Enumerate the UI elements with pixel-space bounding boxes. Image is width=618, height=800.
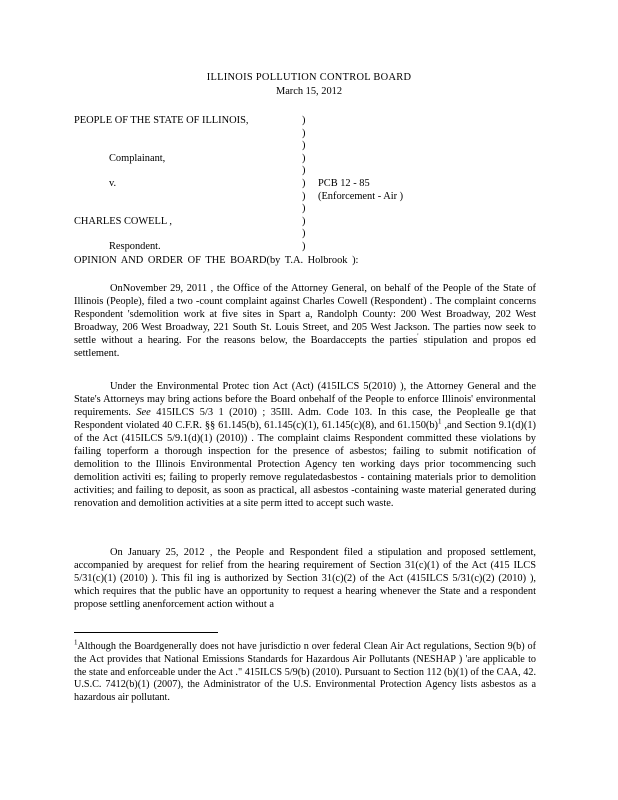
case-caption	[74, 114, 554, 253]
opinion-heading: OPINION AND ORDER OF THE BOARD(by T.A. Holbrook ):	[74, 255, 359, 266]
complainant-role: Complainant,	[109, 152, 166, 164]
caption-paren: )	[302, 127, 306, 139]
caption-paren: )	[302, 140, 306, 152]
footnote-mark: 1	[74, 638, 78, 647]
respondent-name: CHARLES COWELL ,	[74, 215, 173, 227]
case-number: PCB 12 - 85	[318, 177, 370, 189]
see-signal: See	[136, 407, 151, 418]
caption-paren: )	[302, 165, 306, 177]
complainant-name: PEOPLE OF THE STATE OF ILLINOIS,	[74, 115, 249, 126]
paragraph-2-text-c: ,and Section 9.1(d)(1) of the Act (415ILCS 5/9.1(d)(1) (2010)) . The complaint claims Respondent committed these violations by failing toperform a thorough inspection for the presence of asbestos; failing to submit notification of demolition to the Illinois Environmental Protection Agency ten working days prior tocommencing such demolition activiti es; failing to properly remove regulatedasbestos - containing materials prior to demolition activities; and failing to deposit, as soon as practical, all asbestos -containing waste material generated during renovation and demolition activities at a site perm itted to accept such waste.	[74, 420, 536, 509]
opinion-date: March 15, 2012	[275, 86, 343, 97]
caption-paren: )	[302, 152, 306, 164]
paragraph-2-text-b: 415ILCS 5/3 1 (2010) ; 35Ill. Adm. Code 103. In this case, the Peoplealle ge that Respondent violated 40 C.F.R. §§ 61.145(b), 61.145(c)(1), 61.145(c)(8), and 61.150(b)	[74, 407, 537, 431]
respondent-role: Respondent.	[109, 240, 161, 252]
caption-paren: )	[302, 177, 306, 189]
caption-paren: )	[302, 190, 306, 202]
footnote-ref: 1	[438, 417, 442, 426]
paragraph-2-text-a: Under the Environmental Protec tion Act (Act) (415ILCS 5(2010) ), the Attorney General and the State's Attorneys may bring actions before the Board onbehalf of the People to enforce Illinois' environmental requirements.	[74, 381, 536, 418]
board-title: ILLINOIS POLLUTION CONTROL BOARD	[206, 72, 412, 83]
paragraph-1-mark: '	[417, 332, 419, 341]
caption-paren: )	[302, 203, 306, 215]
caption-paren: )	[302, 240, 306, 252]
paragraph-1	[74, 282, 536, 360]
footnote	[74, 638, 536, 705]
paragraph-3: On January 25, 2012 , the People and Respondent filed a stipulation and proposed settlement, accompanied by arequest for relief from the hearing requirement of Section 31(c)(1) of the Act (415 ILCS 5/31(c)(1) (2010) ). This fil ing is authorized by Section 31(c)(2) of the Act (415ILCS 5/31(c)(2) (2010) ), which requires that the public have an opportunity to request a hearing whenever the State and a respondent propose settling anenforcement action without a	[74, 547, 536, 610]
paragraph-1-end: stipulation and propos ed settlement.	[74, 335, 536, 359]
paragraph-1-text: OnNovember 29, 2011 , the Office of the Attorney General, on behalf of the People of the State of Illinois (People), filed a two -count complaint against Charles Cowell (Respondent) . The complaint concerns Respondent 'sdemolition work at five sites in Spart a, Randolph County: 200 West Broadway, 202 West Broadway, 206 West Broadway, 221 South St. Louis Street, and 205 West Jackson. The parties now seek to settle without a hearing. For the reasons below, the Boardaccepts the parties	[74, 283, 536, 346]
paragraph-2	[74, 380, 536, 510]
caption-paren: )	[302, 215, 306, 227]
case-type: (Enforcement - Air )	[318, 190, 404, 202]
versus-label: v.	[109, 177, 117, 189]
caption-paren: )	[302, 228, 306, 240]
footnote-text: Although the Boardgenerally does not have jurisdictio n over federal Clean Air Act regulations, Section 9(b) of the Act provides that National Emissions Standards for Hazardous Air Pollutants (NESHAP ) 'are applicable to the state and enforceable under the Act ." 415ILCS 5/9(b) (2010). Pursuant to Section 112 (b)(1) of the CAA, 42. U.S.C. 7412(b)(1) (2007), the Administrator of the U.S. Environmental Protection Agency lists asbestos as a hazardous air pollutant.	[74, 641, 536, 704]
footnote-divider	[74, 632, 218, 633]
caption-paren: )	[302, 115, 306, 126]
